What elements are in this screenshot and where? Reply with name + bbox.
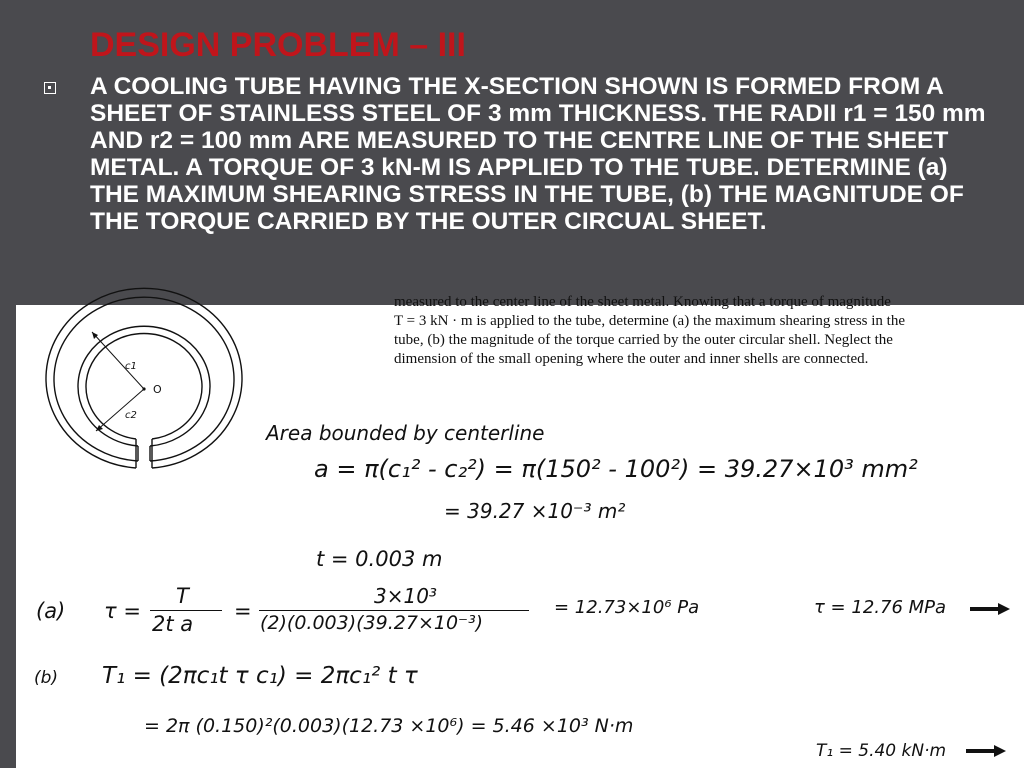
outer-shell [46, 288, 242, 468]
frac2-numerator: 3×10³ [374, 584, 437, 608]
area-si: = 39.27 ×10⁻³ m² [444, 499, 626, 523]
t1-answer: T₁ = 5.40 kN·m [816, 741, 947, 761]
part-a-label: (a) [36, 599, 66, 623]
book-line: T = 3 kN · m is applied to the tube, determine (a) the maximum shearing stress in the [394, 313, 905, 329]
tube-cross-section-figure [28, 311, 258, 511]
label-o: O [153, 383, 162, 396]
outer-shell-inner-edge [54, 297, 234, 461]
problem-statement: A COOLING TUBE HAVING THE X-SECTION SHOWN IS FORMED FROM A SHEET OF STAINLESS STEEL OF 3 mm THICKNESS. THE RADII r1 = 150 mm AND r2 = 100 mm ARE MEASURED TO THE CENTRE LINE OF THE SHEET METAL. A TORQUE OF 3 kN-M IS APPLIED TO THE TUBE. DETERMINE (a) THE MAXIMUM SHEARING STRESS IN THE TUBE, (b) THE MAGNITUDE OF THE TORQUE CARRIED BY THE OUTER CIRCUAL SHEET. [90, 73, 986, 235]
answer-arrow-icon [966, 745, 1006, 757]
area-equation: a = π(c₁² - c₂²) = π(150² - 100²) = 39.27×10³ mm² [314, 455, 918, 483]
frac2-denominator: (2)(0.003)(39.27×10⁻³) [260, 612, 484, 634]
equals-sign: = [234, 599, 252, 623]
part-b-label: (b) [34, 668, 59, 688]
part-a-result: = 12.73×10⁶ Pa [554, 597, 700, 618]
scanned-solution-image [16, 294, 1024, 768]
label-c2: c2 [125, 410, 137, 421]
label-c1: c1 [125, 361, 137, 372]
center-point [142, 387, 145, 390]
slide-title: DESIGN PROBLEM – III [90, 26, 466, 64]
book-line: measured to the center line of the sheet metal. Knowing that a torque of magnitude [394, 294, 891, 310]
tau-answer: τ = 12.76 MPa [814, 597, 947, 618]
book-line: tube, (b) the magnitude of the torque carried by the outer circular shell. Neglect the [394, 332, 893, 348]
inner-shell-inner-edge [86, 334, 202, 439]
book-line: dimension of the small opening where the outer and inner shells are connected. [394, 351, 869, 367]
frac2-bar [259, 610, 529, 611]
slide-header [0, 0, 1024, 305]
solution-heading: Area bounded by centerline [266, 421, 545, 445]
textbook-excerpt [394, 293, 1024, 369]
frac1-numerator: T [176, 584, 189, 608]
square-bullet-icon [44, 82, 56, 94]
frac1-bar [150, 610, 222, 611]
tau-symbol: τ = [104, 599, 141, 623]
answer-arrow-icon [970, 603, 1010, 615]
frac1-denominator: 2t a [152, 612, 194, 636]
part-b-equation: T₁ = (2πc₁t τ c₁) = 2πc₁² t τ [102, 663, 418, 689]
part-b-calculation: = 2π (0.150)²(0.003)(12.73 ×10⁶) = 5.46 ×10³ N·m [144, 715, 634, 737]
thickness-value: t = 0.003 m [316, 547, 443, 571]
